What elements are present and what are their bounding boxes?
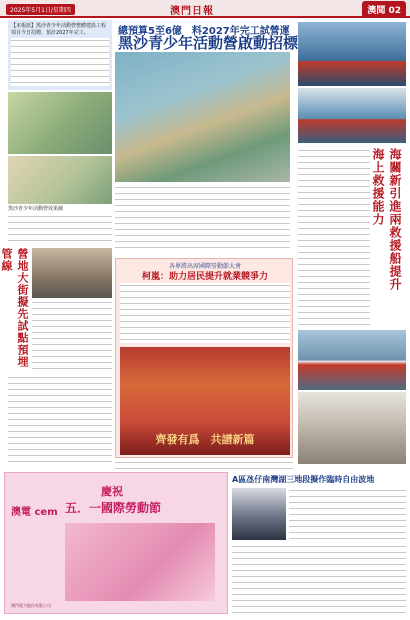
ad-footer: 澳門電力股份有限公司 (11, 603, 51, 608)
lead-text-lines (11, 38, 109, 86)
right-story-title: 海關新引進兩救援船提升海上救援能力 (371, 148, 402, 291)
section-tag: 澳聞 02 (362, 1, 406, 18)
ceremony-photo (120, 347, 290, 455)
ad-brand: 澳電 cem (11, 507, 58, 518)
render-caption: 黑沙青少年活動營效果圖 (8, 206, 64, 212)
page-header (0, 0, 410, 18)
top-story-subtitle: 總預算5至6億 料2027年完工試營運 (118, 26, 290, 37)
ceremony-banner: 齊發有爲 共譜新篇 (155, 433, 255, 446)
ad-headline-1: 慶祝 (101, 485, 123, 498)
lead-caption: 【本報訊】黑沙青少年活動營整體建設工程項目今日招標，預計2027年完工。 (11, 23, 107, 36)
left-story-lead (32, 300, 112, 370)
render-photo-1 (8, 92, 112, 154)
rescue-boat-photo-2 (298, 88, 406, 143)
bottom-story-title: A區氹仔南灣湖三地段擬作臨時自由波地 (232, 475, 375, 484)
top-story-body (115, 185, 290, 253)
labour-day-kicker: 各界將出席國際勞動節大會 (168, 263, 241, 270)
street-photo (32, 248, 112, 298)
left-story-title: 營地大街擬先試點預埋管線 (0, 248, 29, 368)
newspaper-logo: 澳門日報 (170, 6, 214, 17)
official-portrait (232, 488, 286, 540)
rescue-boat-photo-1 (298, 22, 406, 86)
boat-interior-photo (298, 392, 406, 464)
bottom-story-lead (289, 488, 406, 540)
labour-day-ad (4, 472, 228, 614)
labour-day-body (120, 283, 290, 343)
rescue-boat-photo-3 (298, 330, 406, 390)
top-story-title: 黑沙青少年活動營啟動招標 (118, 34, 299, 52)
render-photo-2 (8, 156, 112, 204)
bottom-story-body (232, 544, 406, 614)
ad-workers-illustration (65, 523, 215, 601)
issue-date: 2025年5月1日/星期四 (6, 4, 75, 15)
left-story-body (8, 375, 112, 465)
labour-day-box (115, 258, 293, 458)
ad-headline-2: 五．一國際勞動節 (65, 501, 162, 515)
lead-text-box (8, 20, 112, 90)
aerial-site-photo (115, 52, 290, 182)
right-story-body (298, 148, 370, 328)
center-bottom-text (115, 460, 293, 472)
render-caption-lines (8, 214, 112, 244)
labour-day-title: 柯嵐：助力居民提升就業競爭力 (141, 272, 268, 282)
